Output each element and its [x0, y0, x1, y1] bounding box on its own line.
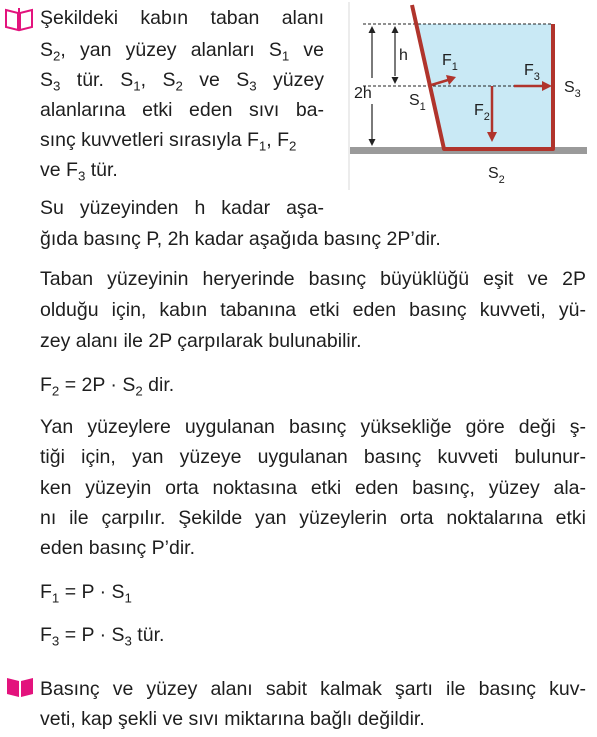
para3-line-2 [40, 444, 586, 470]
t: Su yüzeyinden h kadar aşa- [40, 197, 324, 219]
t: S [40, 39, 54, 61]
t: dir. [142, 374, 175, 396]
t: S [488, 165, 499, 182]
t: 2 [135, 383, 143, 399]
t: , yan yüzey alanları S [60, 39, 282, 61]
t: 2 [51, 383, 60, 399]
para3-line-3 [40, 475, 586, 501]
t: 1 [451, 61, 458, 73]
t: ve F [40, 159, 78, 181]
t: tür. S [60, 69, 134, 91]
t: 2 [53, 48, 61, 64]
t: = 2P · S [59, 374, 136, 396]
intro-line-2 [40, 37, 324, 63]
intro-text-1: Şekildeki kabın taban alanı [40, 7, 324, 29]
s2-label [488, 165, 505, 186]
t: 3 [51, 633, 60, 649]
s1-label [409, 92, 426, 113]
2h-label: 2h [354, 85, 372, 102]
t: yüzey [256, 69, 324, 91]
t: 3 [249, 78, 257, 94]
t: , F [266, 129, 290, 151]
t: S [409, 92, 420, 109]
para2-line-1 [40, 266, 586, 292]
t: veti, kap şekli ve sıvı miktarına bağlı değildir. [40, 708, 425, 730]
para3-line-1 [40, 414, 586, 440]
t: Yan yüzeylere uygulanan basınç yüksekliğe göre deği ş- [40, 416, 586, 438]
para3-line-5 [40, 535, 195, 561]
equation-f2 [40, 372, 174, 398]
t: 1 [258, 138, 267, 154]
t: ğıda basınç P, 2h kadar aşağıda basınç 2P’dir. [40, 228, 441, 250]
intro-line-6 [40, 157, 118, 183]
para2-line-3 [40, 328, 362, 354]
t: zey alanı ile 2P çarpılarak bulunabilir. [40, 330, 362, 352]
equation-f3 [40, 622, 164, 648]
para1-line-2 [40, 226, 441, 252]
equation-f1 [40, 579, 132, 605]
t: F [40, 374, 52, 396]
t: 2 [483, 111, 490, 123]
bookmark-bullet-icon [5, 675, 35, 699]
t: 1 [281, 48, 290, 64]
t: 3 [53, 78, 61, 94]
t: = P · S [59, 581, 125, 603]
t: 1 [51, 590, 60, 606]
para2-line-2 [40, 297, 586, 323]
t: , S [140, 69, 176, 91]
t: F [40, 581, 52, 603]
para1-line-1 [40, 195, 324, 221]
t: F [442, 52, 452, 69]
note-line-1 [40, 676, 586, 702]
t: 1 [419, 101, 426, 113]
t: eden basınç P’dir. [40, 537, 196, 559]
t: tür. [131, 624, 165, 646]
t: Basınç ve yüzey alanı sabit kalmak şartı ile basınç kuv- [40, 678, 586, 700]
para3-line-4 [40, 505, 586, 531]
intro-text-4: alanlarına etki eden sıvı ba- [40, 99, 324, 121]
intro-line-4 [40, 97, 324, 123]
note-line-2 [40, 706, 425, 732]
t: 3 [533, 71, 540, 83]
t: 3 [574, 88, 581, 100]
s3-label [564, 79, 581, 100]
open-book-icon [4, 6, 34, 32]
t: 1 [133, 78, 141, 94]
t: 3 [124, 633, 132, 649]
t: 2 [498, 174, 505, 186]
t: F [40, 624, 52, 646]
t: 2 [175, 78, 183, 94]
t: 1 [124, 590, 132, 606]
t: olduğu için, kabın tabanına etki eden basınç kuvveti, yü- [40, 299, 586, 321]
t: tiği için, yan yüzeye uygulanan basınç kuvveti bulunur- [40, 446, 586, 468]
t: = P · S [59, 624, 125, 646]
intro-line-5 [40, 127, 296, 153]
intro-line-3 [40, 67, 324, 93]
t: ve S [182, 69, 250, 91]
intro-line-1 [40, 5, 324, 31]
t: S [564, 79, 575, 96]
container-figure [340, 2, 597, 192]
t: 3 [77, 168, 86, 184]
t: ve [289, 39, 325, 61]
t: 2 [289, 138, 297, 154]
h-label: h [399, 47, 408, 64]
t: S [40, 69, 54, 91]
t: sınç kuvvetleri sırasıyla F [40, 129, 259, 151]
t: F [524, 62, 534, 79]
t: nı ile çarpılır. Şekilde yan yüzeylerin orta noktalarına etki [40, 507, 586, 529]
t: tür. [85, 159, 118, 181]
t: ken yüzeyin orta noktasına etki eden basınç, yüzey ala- [40, 477, 586, 499]
t: F [474, 102, 484, 119]
t: Taban yüzeyinin heryerinde basınç büyüklüğü eşit ve 2P [40, 268, 586, 290]
